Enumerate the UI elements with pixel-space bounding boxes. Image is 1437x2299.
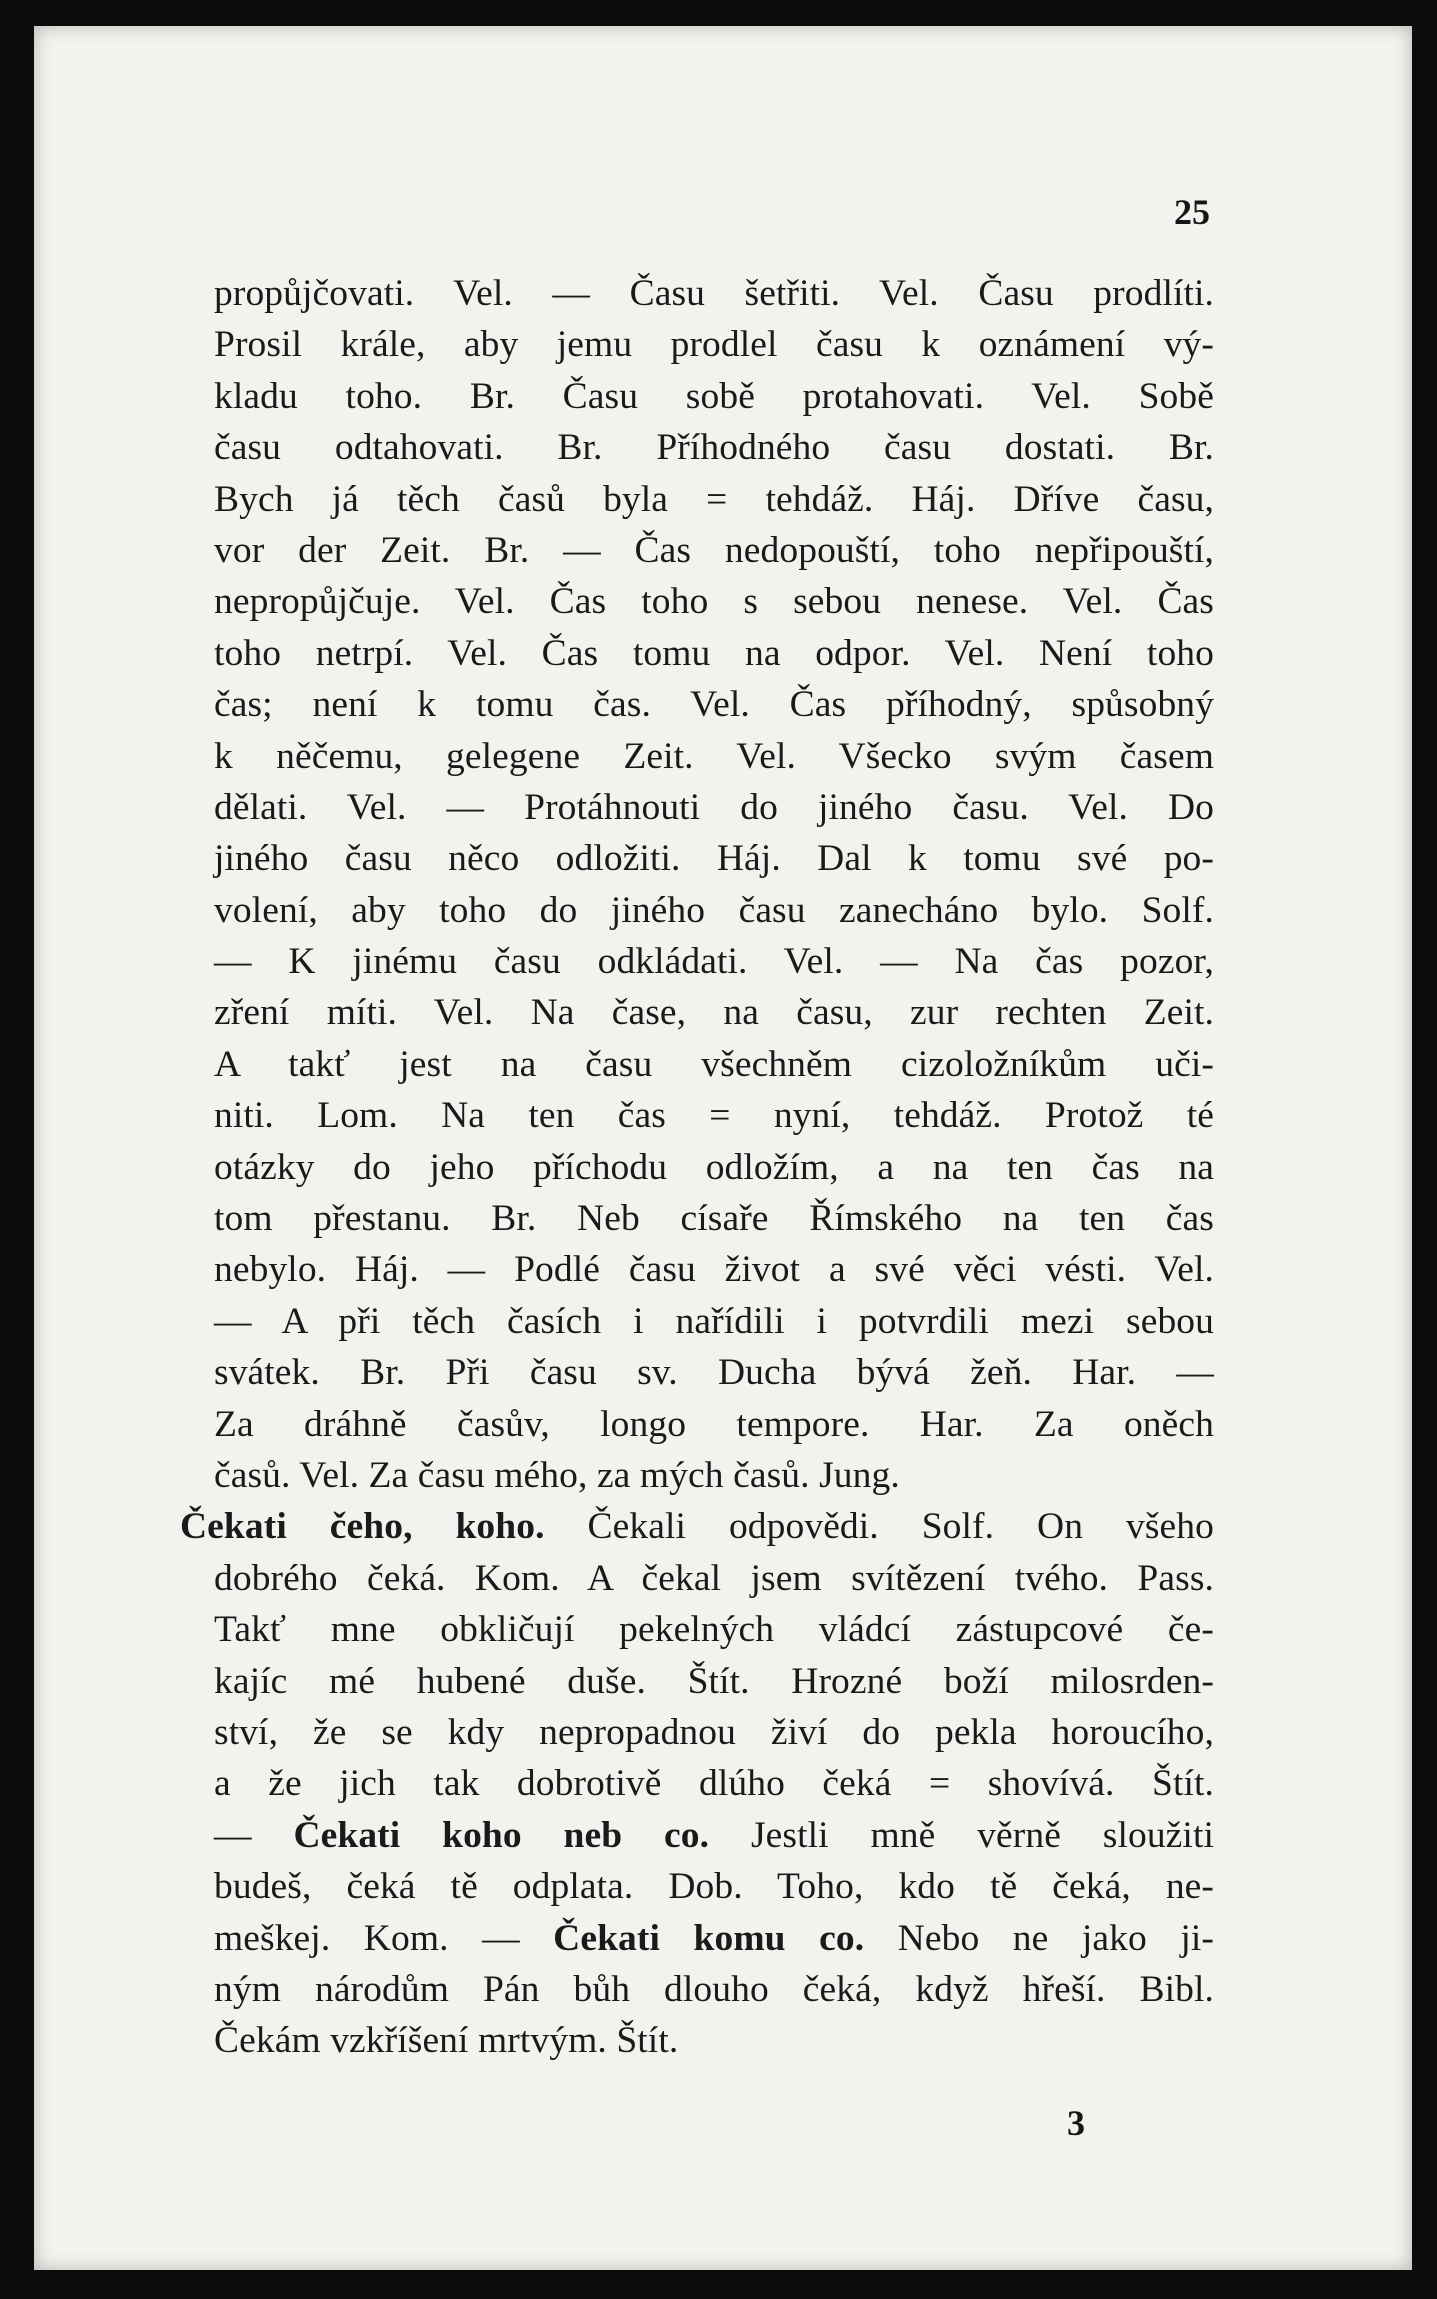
text-line	[214, 1296, 1214, 1347]
text-line	[214, 1450, 1214, 1501]
text-segment: kajíc mé hubené duše. Štít. Hrozné boží milosrden-	[214, 1660, 1214, 1702]
text-line	[214, 782, 1214, 833]
text-segment: otázky do jeho příchodu odložím, a na ten čas na	[214, 1146, 1214, 1188]
text-segment: Nebo ne jako ji-	[864, 1917, 1214, 1959]
text-line	[180, 1501, 1214, 1552]
text-segment: času odtahovati. Br. Příhodného času dostati. Br.	[214, 427, 1214, 469]
text-line	[214, 1553, 1214, 1604]
text-segment: dělati. Vel. — Protáhnouti do jiného času. Vel. Do	[214, 786, 1214, 828]
text-segment: ným národům Pán bůh dlouho čeká, když hřeší. Bibl.	[214, 1968, 1214, 2010]
text-segment: dobrého čeká. Kom. A čekal jsem svítězení tvého. Pass.	[214, 1557, 1214, 1599]
text-line	[214, 1039, 1214, 1090]
text-line	[214, 1604, 1214, 1655]
text-segment: Takť mne obkličují pekelných vládcí zástupcové če-	[214, 1609, 1214, 1651]
text-line	[214, 1244, 1214, 1295]
text-segment: vor der Zeit. Br. — Čas nedopouští, toho nepřipouští,	[214, 529, 1214, 571]
text-segment: ství, že se kdy nepropadnou živí do pekla horoucího,	[214, 1711, 1214, 1753]
entry-headword: Čekati komu co.	[553, 1917, 865, 1959]
text-segment: kladu toho. Br. Času sobě protahovati. Vel. Sobě	[214, 375, 1214, 417]
signature-mark: 3	[1067, 2103, 1085, 2143]
text-segment: Jestli mně věrně sloužiti	[709, 1814, 1214, 1856]
text-line	[214, 1656, 1214, 1707]
text-line	[214, 576, 1214, 627]
text-segment: a že jich tak dobrotivě dlúho čeká = shovívá. Štít.	[214, 1763, 1214, 1805]
text-line	[214, 525, 1214, 576]
text-line	[214, 1964, 1214, 2015]
text-segment: čas; není k tomu čas. Vel. Čas příhodný, spůsobný	[214, 684, 1214, 726]
text-segment: nepropůjčuje. Vel. Čas toho s sebou nenese. Vel. Čas	[214, 581, 1214, 623]
text-segment: budeš, čeká tě odplata. Dob. Toho, kdo tě čeká, ne-	[214, 1866, 1214, 1908]
text-line	[214, 1142, 1214, 1193]
text-line	[214, 2015, 1214, 2066]
text-segment: Za dráhně časův, longo tempore. Har. Za oněch	[214, 1403, 1214, 1445]
text-segment: — K jinému času odkládati. Vel. — Na čas pozor,	[214, 941, 1214, 983]
book-page	[34, 26, 1412, 2270]
text-line	[214, 422, 1214, 473]
text-line	[214, 1347, 1214, 1398]
text-segment: jiného času něco odložiti. Háj. Dal k tomu své po-	[214, 838, 1214, 880]
text-line	[214, 319, 1214, 370]
dictionary-text-block	[180, 268, 1214, 2067]
text-segment: Bych já těch časů byla = tehdáž. Háj. Dříve času,	[214, 478, 1214, 520]
text-segment: Prosil krále, aby jemu prodlel času k oznámení vý-	[214, 324, 1214, 366]
text-segment: volení, aby toho do jiného času zanecháno bylo. Solf.	[214, 889, 1214, 931]
text-line	[214, 936, 1214, 987]
text-segment: nebylo. Háj. — Podlé času život a své věci vésti. Vel.	[214, 1249, 1214, 1291]
text-line	[214, 371, 1214, 422]
text-segment: k něčemu, gelegene Zeit. Vel. Všecko svým časem	[214, 735, 1214, 777]
text-line	[214, 731, 1214, 782]
text-segment: Čekali odpovědi. Solf. On všeho	[544, 1506, 1214, 1548]
text-segment: meškej. Kom. —	[214, 1917, 554, 1959]
text-line	[214, 1913, 1214, 1964]
entry-headword: Čekati koho neb co.	[293, 1814, 710, 1856]
text-line	[214, 1193, 1214, 1244]
text-line	[214, 679, 1214, 730]
text-segment: Čekám vzkříšení mrtvým. Štít.	[214, 2020, 679, 2062]
text-segment: časů. Vel. Za času mého, za mých časů. Jung.	[214, 1454, 900, 1496]
text-segment: toho netrpí. Vel. Čas tomu na odpor. Vel. Není toho	[214, 632, 1214, 674]
text-line	[214, 1707, 1214, 1758]
text-line	[214, 1399, 1214, 1450]
text-line	[214, 268, 1214, 319]
text-line	[214, 474, 1214, 525]
text-line	[214, 628, 1214, 679]
text-line	[214, 1861, 1214, 1912]
text-segment: zření míti. Vel. Na čase, na času, zur rechten Zeit.	[214, 992, 1214, 1034]
text-line	[214, 833, 1214, 884]
page-number: 25	[1174, 192, 1210, 232]
text-line	[214, 1758, 1214, 1809]
text-segment: propůjčovati. Vel. — Času šetřiti. Vel. Času prodlíti.	[214, 273, 1214, 314]
text-line	[214, 987, 1214, 1038]
entry-headword: Čekati čeho, koho.	[180, 1506, 545, 1548]
text-segment: svátek. Br. Při času sv. Ducha bývá žeň. Har. —	[214, 1352, 1214, 1394]
text-line	[214, 1810, 1214, 1861]
text-segment: niti. Lom. Na ten čas = nyní, tehdáž. Protož té	[214, 1095, 1214, 1137]
text-line	[214, 885, 1214, 936]
text-segment: — A při těch časích i nařídili i potvrdili mezi sebou	[214, 1300, 1214, 1342]
text-segment: —	[214, 1814, 294, 1856]
text-segment: tom přestanu. Br. Neb císaře Římského na ten čas	[214, 1198, 1214, 1240]
text-line	[214, 1090, 1214, 1141]
text-segment: A takť jest na času všechněm cizoložníkům uči-	[214, 1043, 1214, 1085]
